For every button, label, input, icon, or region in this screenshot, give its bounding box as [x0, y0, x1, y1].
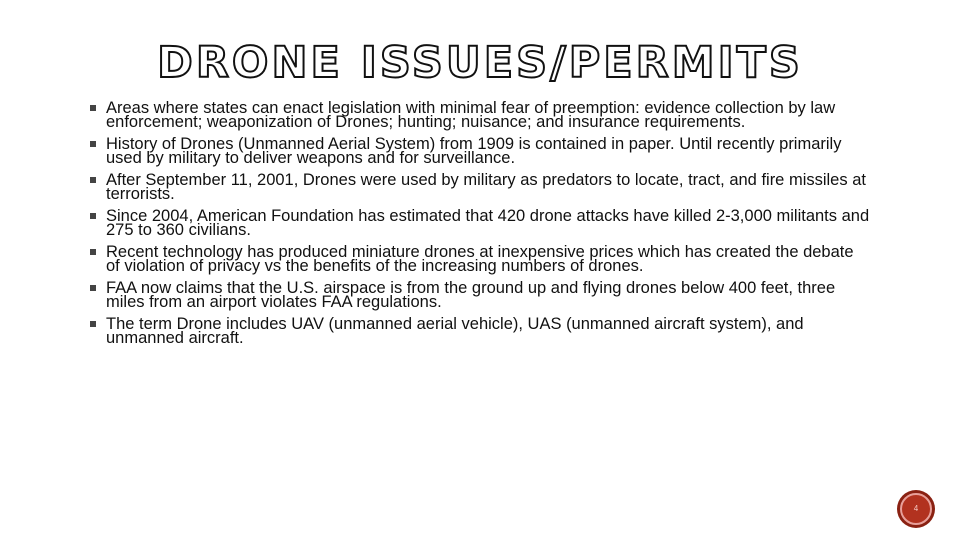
- bullet-text: Since 2004, American Foundation has estimated that 420 drone attacks have killed 2-3,000 militants and 275 to 360 civilians.: [106, 207, 870, 239]
- square-bullet-icon: [90, 321, 96, 327]
- square-bullet-icon: [90, 285, 96, 291]
- square-bullet-icon: [90, 177, 96, 183]
- slide-number: 4: [900, 493, 932, 525]
- bullet-item: [90, 101, 870, 129]
- bullet-text: The term Drone includes UAV (unmanned aerial vehicle), UAS (unmanned aircraft system), and unmanned aircraft.: [106, 315, 804, 347]
- bullet-item: [90, 173, 870, 201]
- bullet-item: [90, 245, 870, 273]
- bullet-list: [90, 101, 870, 353]
- slide-title: DRONE ISSUES/PERMITS: [157, 38, 803, 88]
- bullet-text: History of Drones (Unmanned Aerial System) from 1909 is contained in paper. Until recently primarily used by military to deliver weapons and for surveillance.: [106, 135, 842, 167]
- bullet-item: [90, 137, 870, 165]
- bullet-text: After September 11, 2001, Drones were used by military as predators to locate, tract, and fire missiles at terrorists.: [106, 171, 866, 203]
- slide-number-badge: [897, 490, 935, 528]
- square-bullet-icon: [90, 249, 96, 255]
- bullet-item: [90, 209, 870, 237]
- bullet-text: Areas where states can enact legislation with minimal fear of preemption: evidence collection by law enforcement; weaponization of Drones; hunting; nuisance; and insurance requirements.: [106, 99, 836, 131]
- square-bullet-icon: [90, 213, 96, 219]
- bullet-text: FAA now claims that the U.S. airspace is from the ground up and flying drones below 400 feet, three miles from an airport violates FAA regulations.: [106, 279, 836, 311]
- bullet-text: Recent technology has produced miniature drones at inexpensive prices which has created the debate of violation of privacy vs the benefits of the increasing numbers of drones.: [106, 243, 854, 275]
- bullet-item: [90, 281, 870, 309]
- square-bullet-icon: [90, 105, 96, 111]
- square-bullet-icon: [90, 141, 96, 147]
- bullet-item: [90, 317, 870, 345]
